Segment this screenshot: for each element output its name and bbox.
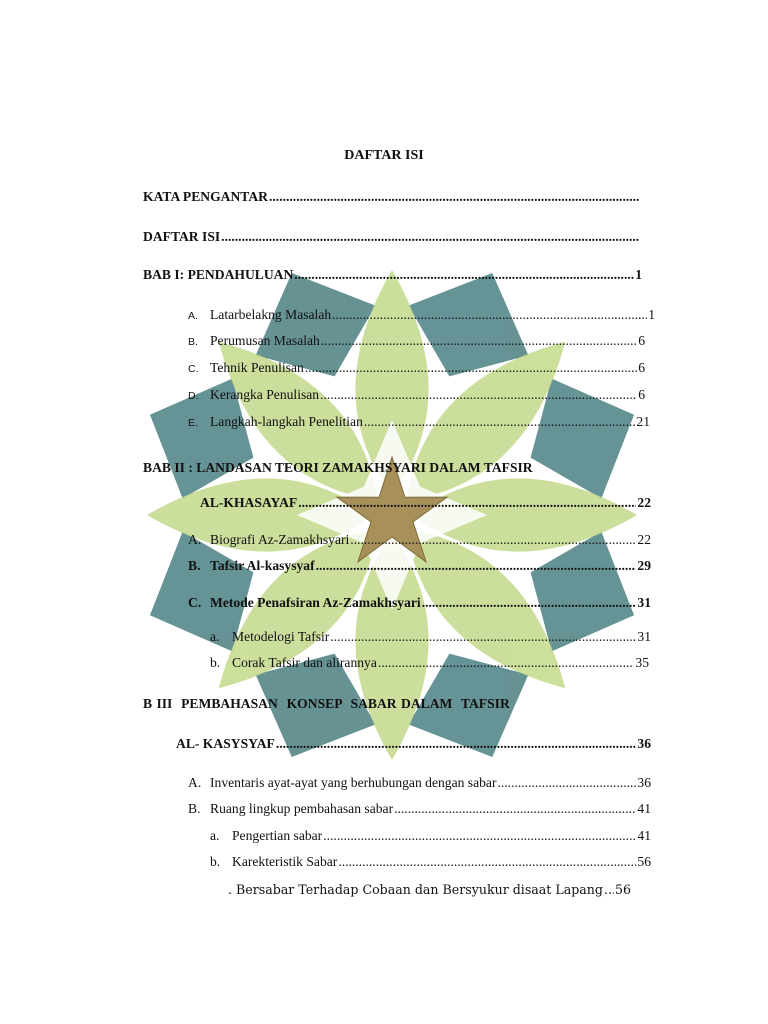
toc-entry-page: 22: [637, 495, 651, 510]
toc-entry[interactable]: [188, 306, 655, 325]
toc-entry-page: 56: [637, 854, 651, 869]
toc-leader: [497, 774, 636, 792]
toc-entry[interactable]: [188, 531, 651, 549]
toc-entry-page: 31: [637, 595, 651, 610]
toc-entry-text: Biografi Az-Zamakhsyari: [210, 532, 350, 547]
toc-entry-text: Corak Tafsir dan alirannya: [232, 655, 377, 670]
toc-entry-text: BAB I: PENDAHULUAN: [143, 267, 294, 282]
toc-entry[interactable]: [188, 359, 645, 378]
toc-entry-label: A.: [188, 532, 202, 547]
toc-leader: [330, 628, 636, 646]
toc-leader: [604, 881, 614, 899]
toc-leader: [338, 853, 636, 871]
toc-entry[interactable]: [143, 188, 640, 206]
toc-entry[interactable]: [188, 774, 651, 792]
toc-entry-page: 41: [637, 801, 651, 816]
toc-entry-label: a.: [210, 828, 220, 843]
toc-entry-label: B.: [188, 336, 198, 348]
toc-entry-page: 6: [638, 360, 645, 375]
toc-entry-page: 36: [637, 775, 651, 790]
toc-entry-page: 35: [635, 655, 649, 670]
toc-entry-label: B.: [188, 801, 201, 816]
toc-entry-label: E.: [188, 417, 198, 429]
toc-entry-page: 36: [637, 736, 651, 751]
toc-entry-label: b.: [210, 854, 221, 869]
toc-entry-label: B.: [188, 558, 201, 573]
toc-entry-label: C.: [188, 363, 199, 375]
toc-entry[interactable]: [176, 735, 651, 753]
toc-entry[interactable]: [210, 654, 649, 672]
toc-leader: [316, 557, 637, 575]
toc-entry-page: 6: [638, 387, 645, 402]
toc-entry[interactable]: [188, 386, 645, 405]
page-title: DAFTAR ISI: [344, 148, 424, 163]
toc-entry-label: a.: [210, 629, 220, 644]
toc-entry[interactable]: [188, 594, 651, 612]
toc-entry-text: Metode Penafsiran Az-Zamakhsyari: [210, 595, 421, 610]
toc-entry[interactable]: [210, 628, 651, 646]
toc-entry-page: 22: [637, 532, 651, 547]
toc-entry-text: Tafsir Al-kasysyaf: [210, 558, 315, 573]
toc-entry-text: AL- KASYSYAF: [176, 736, 275, 751]
toc-entry-text: Perumusan Masalah: [210, 333, 320, 348]
toc-entry-label: D.: [188, 390, 199, 402]
toc-entry[interactable]: [188, 800, 651, 818]
toc-entry[interactable]: [188, 332, 645, 351]
toc-entry-page: 29: [637, 558, 651, 573]
toc-entry-text: B III PEMBAHASAN KONSEP SABAR DALAM TAFSIR: [143, 696, 510, 711]
toc-entry-page: 21: [636, 414, 650, 429]
toc-entry[interactable]: [188, 557, 651, 575]
toc-leader: [320, 386, 637, 404]
toc-leader: [422, 594, 637, 612]
toc-entry-text: DAFTAR ISI: [143, 229, 221, 244]
toc-leader: [350, 531, 636, 549]
toc-leader: [394, 800, 636, 818]
toc-leader: [298, 494, 636, 512]
toc-leader: [276, 735, 637, 753]
toc-entry-page: 41: [637, 828, 651, 843]
toc-entry-text: AL-KHASAYAF: [200, 495, 298, 510]
toc-entry-label: A.: [188, 310, 198, 322]
toc-entry[interactable]: [143, 695, 510, 713]
toc-entry-text: . Bersabar Terhadap Cobaan dan Bersyukur disaat Lapang: [228, 882, 603, 897]
toc-entry-text: Langkah-langkah Penelitian: [210, 414, 363, 429]
toc-leader: [332, 306, 647, 324]
toc-entry[interactable]: [143, 459, 533, 477]
toc-entry-text: Latarbelakng Masalah: [210, 307, 332, 322]
toc-leader: [269, 188, 639, 206]
toc-leader: [321, 332, 637, 350]
toc-entry-text: Metodelogi Tafsir: [232, 629, 330, 644]
toc-entry[interactable]: [210, 827, 651, 845]
toc-leader: [323, 827, 636, 845]
toc-entry-label: A.: [188, 775, 202, 790]
toc-entry-page: 31: [637, 629, 651, 644]
toc-leader: [364, 413, 636, 431]
toc-entry[interactable]: [188, 413, 650, 432]
toc-entry[interactable]: [200, 494, 651, 512]
toc-leader: [221, 228, 639, 246]
toc-entry-text: Kerangka Penulisan: [210, 387, 320, 402]
toc-entry-text: Karekteristik Sabar: [232, 854, 338, 869]
toc-leader: [305, 359, 637, 377]
toc-leader: [378, 654, 635, 672]
toc-entry[interactable]: [228, 881, 651, 899]
toc-entry-page: 6: [638, 333, 645, 348]
toc-leader: [294, 266, 634, 284]
toc-entry-text: Pengertian sabar: [232, 828, 323, 843]
toc-entry[interactable]: [210, 853, 651, 871]
toc-entry-text: BAB II : LANDASAN TEORI ZAMAKHSYARI DALAM TAFSIR: [143, 460, 533, 475]
toc-entry-text: Inventaris ayat-ayat yang berhubungan dengan sabar: [210, 775, 497, 790]
toc-entry-text: Ruang lingkup pembahasan sabar: [210, 801, 394, 816]
toc-entry-page: 1: [635, 267, 642, 282]
toc-entry-page: 1: [648, 307, 655, 322]
toc-entry-text: KATA PENGANTAR: [143, 189, 268, 204]
toc-entry-text: Tehnik Penulisan: [210, 360, 304, 375]
toc-entry-label: C.: [188, 595, 202, 610]
toc-entry[interactable]: [143, 266, 642, 284]
toc-entry-page: 56: [614, 882, 632, 897]
toc-entry-label: b.: [210, 655, 221, 670]
toc-entry[interactable]: [143, 228, 640, 246]
